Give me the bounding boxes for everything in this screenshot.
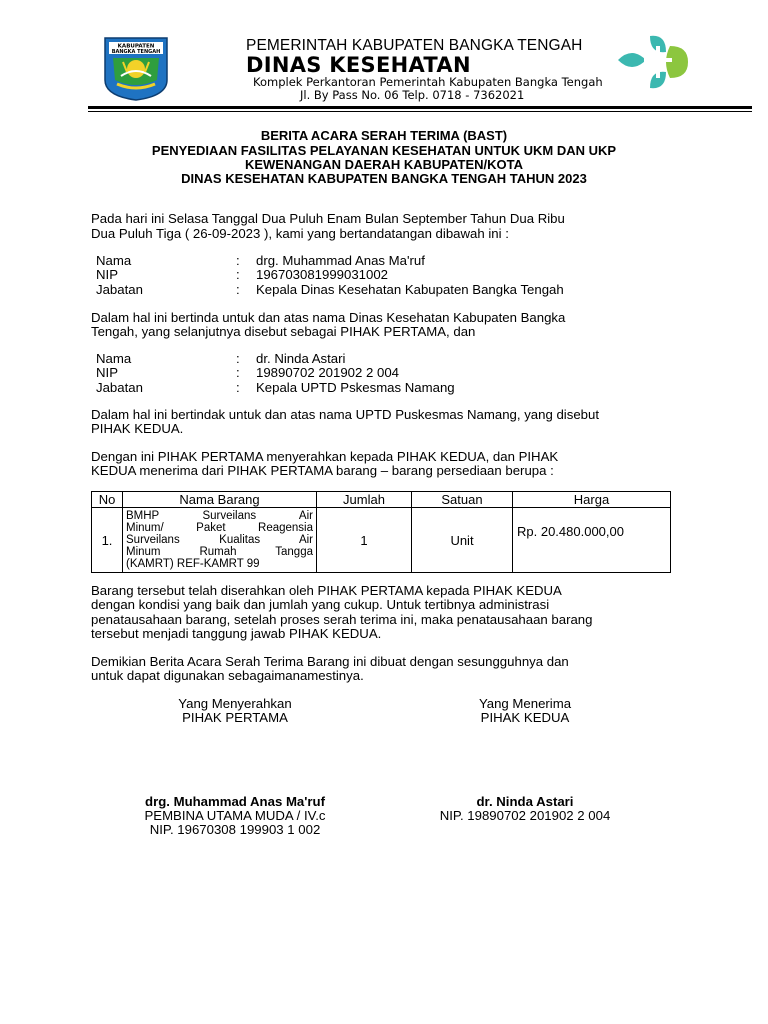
header-office: DINAS KESEHATAN: [246, 53, 471, 77]
party1-label-nip: NIP: [96, 267, 118, 282]
header-government: PEMERINTAH KABUPATEN BANGKA TENGAH: [246, 37, 583, 54]
header-nama-barang: Nama Barang: [123, 492, 317, 508]
sig-left-party: PIHAK PERTAMA: [182, 710, 288, 725]
sig-right-role: Yang Menerima: [478, 696, 572, 711]
sig-right-name: dr. Ninda Astari: [476, 794, 574, 809]
sig-left-role: Yang Menyerahkan: [178, 696, 292, 711]
items-table: [91, 491, 671, 573]
header-rule-thin: [88, 111, 752, 112]
nama-barang-line: BMHP Surveilans Air: [126, 510, 313, 522]
header-jumlah: Jumlah: [317, 492, 412, 508]
sig-right-nip: NIP. 19890702 201902 2 004: [439, 808, 611, 823]
para5-line-2: dengan kondisi yang baik dan jumlah yang cukup. Untuk tertibnya administrasi: [91, 597, 550, 612]
party1-label-nama: Nama: [96, 253, 132, 268]
sig-left-rank: PEMBINA UTAMA MUDA / IV.c: [144, 808, 326, 823]
table-header-row: [92, 492, 671, 508]
party2-nip: 19890702 201902 2 004: [256, 365, 400, 380]
para6-line-2: untuk dapat digunakan sebagaimanamestinya.: [91, 668, 364, 683]
cell-satuan: Unit: [412, 508, 513, 573]
party1-nip: 196703081999031002: [256, 267, 389, 282]
para4-line-1: Dengan ini PIHAK PERTAMA menyerahkan kepada PIHAK KEDUA, dan PIHAK: [91, 449, 559, 464]
para2-line-1: Dalam hal ini bertinda untuk dan atas nama Dinas Kesehatan Kabupaten Bangka: [91, 310, 566, 325]
title-line-2: PENYEDIAAN FASILITAS PELAYANAN KESEHATAN UNTUK UKM DAN UKP: [151, 143, 617, 158]
party2-label-jabatan: Jabatan: [96, 380, 143, 395]
title-line-1: BERITA ACARA SERAH TERIMA (BAST): [260, 128, 508, 143]
title-line-3: KEWENANGAN DAERAH KABUPATEN/KOTA: [244, 157, 524, 172]
para3-line-1: Dalam hal ini bertindak untuk dan atas nama UPTD Puskesmas Namang, yang disebut: [91, 407, 599, 422]
header-satuan: Satuan: [412, 492, 513, 508]
header-address: Komplek Perkantoran Pemerintah Kabupaten Bangka Tengah: [253, 75, 603, 89]
cell-no: 1.: [92, 508, 123, 573]
party1-colon-nama: :: [236, 253, 240, 268]
kemenkes-logo: [614, 32, 690, 92]
para4-line-2: KEDUA menerima dari PIHAK PERTAMA barang – barang persediaan berupa :: [91, 463, 554, 478]
party2-label-nama: Nama: [96, 351, 132, 366]
para5-line-4: tersebut menjadi tanggung jawab PIHAK KEDUA.: [91, 626, 382, 641]
intro-line-2: Dua Puluh Tiga ( 26-09-2023 ), kami yang bertandatangan dibawah ini :: [91, 226, 509, 241]
header-no: No: [92, 492, 123, 508]
sig-right-party: PIHAK KEDUA: [480, 710, 570, 725]
party1-colon-jabatan: :: [236, 282, 240, 297]
emblem-text-top: KABUPATEN: [117, 43, 155, 50]
intro-line-1: Pada hari ini Selasa Tanggal Dua Puluh Enam Bulan September Tahun Dua Ribu: [91, 211, 565, 226]
party1-colon-nip: :: [236, 267, 240, 282]
party1-nama: drg. Muhammad Anas Ma'ruf: [256, 253, 425, 268]
nama-barang-line: Minum/ Paket Reagensia: [126, 522, 313, 534]
header-contact: Jl. By Pass No. 06 Telp. 0718 - 7362021: [300, 88, 525, 102]
para6-line-1: Demikian Berita Acara Serah Terima Barang ini dibuat dengan sesungguhnya dan: [91, 654, 569, 669]
party2-colon-nama: :: [236, 351, 240, 366]
cell-nama-barang: [123, 508, 317, 573]
kabupaten-emblem: [103, 36, 169, 102]
party2-jabatan: Kepala UPTD Pskesmas Namang: [256, 380, 455, 395]
title-line-4: DINAS KESEHATAN KABUPATEN BANGKA TENGAH TAHUN 2023: [181, 171, 587, 186]
nama-barang-line: Surveilans Kualitas Air: [126, 534, 313, 546]
para3-line-2: PIHAK KEDUA.: [91, 421, 184, 436]
sig-left-nip: NIP. 19670308 199903 1 002: [149, 822, 321, 837]
party2-colon-jabatan: :: [236, 380, 240, 395]
header-harga: Harga: [513, 492, 671, 508]
nama-barang-line: (KAMRT) REF-KAMRT 99: [126, 558, 260, 570]
cell-jumlah: 1: [317, 508, 412, 573]
para5-line-3: penatausahaan barang, setelah proses serah terima ini, maka penatausahaan barang: [91, 612, 593, 627]
party1-jabatan: Kepala Dinas Kesehatan Kabupaten Bangka Tengah: [256, 282, 564, 297]
header-rule-thick: [88, 106, 752, 109]
cell-harga: Rp. 20.480.000,00: [513, 508, 671, 573]
para5-line-1: Barang tersebut telah diserahkan oleh PIHAK PERTAMA kepada PIHAK KEDUA: [91, 583, 562, 598]
party1-label-jabatan: Jabatan: [96, 282, 143, 297]
party2-nama: dr. Ninda Astari: [256, 351, 346, 366]
party2-label-nip: NIP: [96, 365, 118, 380]
party2-colon-nip: :: [236, 365, 240, 380]
emblem-text-mid: BANGKA TENGAH: [111, 49, 161, 55]
sig-left-name: drg. Muhammad Anas Ma'ruf: [145, 794, 325, 809]
nama-barang-line: Minum Rumah Tangga: [126, 546, 313, 558]
table-row: [92, 508, 671, 573]
para2-line-2: Tengah, yang selanjutnya disebut sebagai PIHAK PERTAMA, dan: [91, 324, 476, 339]
